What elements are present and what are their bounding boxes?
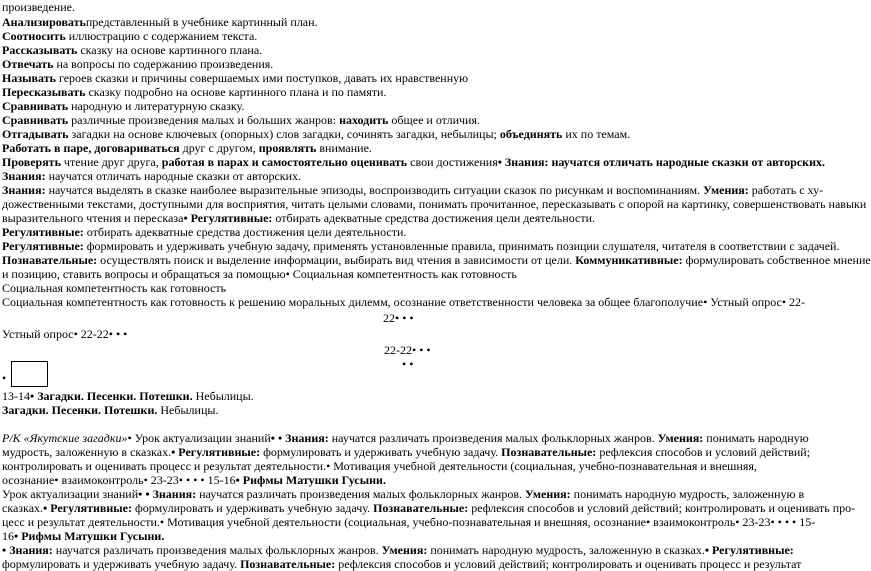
text-line	[2, 389, 254, 403]
text-line	[2, 431, 809, 445]
text-line	[2, 473, 386, 487]
text-segment: осуществлять поиск и выделение информации, выбирать вид чтения в зависимости от цели.	[100, 253, 576, 267]
text-segment: • Регулятивные:	[183, 211, 276, 225]
text-segment: дожественными текстами, доступными для восприятия, читать целыми словами, понимать прочитанное, пересказывать с опорой на картинку, совершенствовать навыки	[2, 197, 867, 211]
text-line	[2, 197, 866, 211]
text-segment: произведение.	[2, 0, 75, 14]
text-segment: • • • •	[770, 515, 800, 529]
text-segment: • взаимоконтроль	[54, 473, 144, 487]
text-line	[2, 459, 757, 473]
text-segment: • Регулятивные:	[171, 445, 264, 459]
text-segment: проявлять	[258, 141, 320, 155]
text-segment: формулировать и удерживать учебную задачу.	[2, 557, 241, 571]
text-line	[2, 127, 630, 141]
text-segment: объединять	[499, 127, 566, 141]
text-line	[2, 515, 815, 529]
text-segment: 15-16	[207, 473, 236, 487]
text-segment: рефлексия способов и условий действий; контролировать и оценивать про-	[471, 501, 856, 515]
text-segment: иллюстрацию с содержанием текста.	[68, 29, 258, 43]
text-line	[2, 543, 794, 557]
text-segment: • •	[402, 357, 414, 371]
text-segment: Называть	[2, 71, 59, 85]
text-segment: 22-22	[384, 343, 412, 357]
text-segment: героев сказки и причины совершаемых ими поступков, давать их нравственную	[58, 71, 469, 85]
text-segment: внимание.	[319, 141, 372, 155]
text-segment: работая в парах и самостоятельно оценивать	[161, 155, 411, 169]
text-segment: • • •	[108, 327, 128, 341]
text-segment: • • • •	[178, 473, 208, 487]
text-segment: • 23-23	[143, 473, 179, 487]
text-segment: Познавательные:	[501, 445, 600, 459]
text-segment: Умения:	[525, 487, 574, 501]
text-segment: • 23-23	[735, 515, 771, 529]
text-segment: Социальная компетентность как готовность к решению моральных дилемм, осознание ответственности человека за общее благополучие	[2, 295, 704, 309]
text-line	[2, 239, 839, 253]
text-line	[2, 183, 823, 197]
text-segment: Коммуникативные:	[575, 253, 686, 267]
text-line	[2, 0, 75, 14]
text-segment: понимать народную мудрость, заложенную в	[573, 487, 805, 501]
text-segment: и позицию, ставить вопросы и обращаться за помощью	[2, 267, 286, 281]
text-segment: • Рифмы Матушки Гусыни.	[235, 473, 386, 487]
text-segment: сказках.	[2, 501, 44, 515]
text-segment: чтение друг друга,	[63, 155, 162, 169]
text-segment: представленный в учебнике картинный план.	[85, 15, 318, 29]
text-segment: • • •	[395, 311, 414, 325]
text-segment: научатся различать произведения малых фольклорных жанров.	[199, 487, 525, 501]
text-segment: Сравнивать	[2, 113, 72, 127]
text-line	[2, 43, 262, 57]
text-line	[2, 85, 386, 99]
text-segment: формулировать и удерживать учебную задачу.	[263, 445, 502, 459]
empty-table-cell	[11, 361, 48, 387]
text-segment: Умения:	[381, 543, 431, 557]
text-segment: Познавательные:	[240, 557, 339, 571]
text-segment: •	[2, 371, 7, 385]
text-segment: • Знания:	[2, 543, 56, 557]
text-segment: Урок актуализации знаний	[2, 487, 139, 501]
text-segment: Анализировать	[2, 15, 86, 29]
text-segment: 13-14	[2, 389, 30, 403]
text-line	[2, 225, 406, 239]
text-segment: отбирать адекватные средства достижения цели деятельности.	[86, 225, 407, 239]
text-segment: цесс и результат деятельности.	[2, 515, 160, 529]
text-segment: Работать в паре, договариваться	[2, 141, 183, 155]
text-segment: • Урок актуализации знаний	[127, 431, 271, 445]
text-segment: 16	[2, 529, 14, 543]
text-segment: Отгадывать	[2, 127, 72, 141]
text-segment: научатся различать произведения малых фольклорных жанров.	[331, 431, 658, 445]
text-segment: • • Знания:	[270, 431, 332, 445]
text-segment: Устный опрос	[2, 327, 74, 341]
text-segment: • взаимоконтроль	[645, 515, 736, 529]
text-segment: Регулятивные:	[2, 225, 87, 239]
text-segment: • Знания:	[497, 155, 552, 169]
text-line	[2, 99, 244, 113]
text-segment: • Регулятивные:	[704, 543, 794, 557]
text-segment: Умения:	[703, 183, 752, 197]
text-segment: формировать и удерживать учебную задачу, применять установленные правила, принимать позиции слушателя, читателя в соответствии с задачей.	[86, 239, 840, 253]
text-line	[2, 557, 801, 571]
text-line	[2, 169, 301, 183]
text-line	[2, 211, 595, 225]
text-segment: • 22-	[781, 295, 806, 309]
text-segment: находить	[339, 113, 392, 127]
text-segment: на вопросы по содержанию произведения.	[56, 57, 274, 71]
text-segment: научатся отличать народные сказки от авторских.	[48, 169, 302, 183]
text-segment: общее и отличия.	[391, 113, 480, 127]
text-segment: 15-	[799, 515, 816, 529]
text-line	[402, 357, 413, 371]
text-line	[2, 281, 226, 295]
text-line	[2, 141, 372, 155]
text-line	[2, 29, 257, 43]
text-segment: их по темам.	[565, 127, 631, 141]
text-segment: научатся выделять в сказке наиболее выразительные эпизоды, воспроизводить ситуации сказок по рисункам и воспоминаниям.	[48, 183, 704, 197]
text-segment: Знания:	[2, 169, 49, 183]
text-segment: Социальная компетентность как готовность	[2, 281, 227, 295]
text-line	[2, 267, 517, 281]
text-segment: • • •	[412, 343, 431, 357]
text-segment: Умения:	[657, 431, 707, 445]
text-segment: • Регулятивные:	[43, 501, 135, 515]
text-segment: народную и литературную сказку.	[71, 99, 245, 113]
text-line	[2, 71, 468, 85]
text-segment: Небылицы.	[195, 389, 254, 403]
text-segment: загадки на основе ключевых (опорных) слов загадки, сочинять загадки, небылицы;	[71, 127, 500, 141]
text-segment: Познавательные:	[2, 253, 101, 267]
text-segment: выразительного чтения и пересказа	[2, 211, 184, 225]
text-segment: работать с ху-	[751, 183, 824, 197]
text-segment: научатся различать произведения малых фольклорных жанров.	[55, 543, 382, 557]
text-segment: Пересказывать	[2, 85, 89, 99]
text-segment: формулировать собственное мнение	[685, 253, 871, 267]
text-line	[2, 529, 164, 543]
text-line	[2, 501, 855, 515]
text-line	[2, 487, 804, 501]
text-segment: Знания:	[2, 183, 49, 197]
text-segment: отбирать адекватные средства достижения цели деятельности.	[275, 211, 595, 225]
text-line	[2, 253, 871, 267]
text-line	[384, 343, 431, 357]
text-line	[383, 311, 414, 325]
text-segment: Регулятивные:	[2, 239, 87, 253]
text-line	[2, 15, 318, 29]
text-segment: контролировать и оценивать процесс и результат деятельности.	[2, 459, 327, 473]
text-segment: • Мотивация учебной деятельности (социальная, учебно-познавательная и внешняя, осознание	[159, 515, 646, 529]
text-segment: • 22-22	[73, 327, 109, 341]
text-line	[2, 113, 480, 127]
text-segment: Проверять	[2, 155, 64, 169]
text-line	[2, 155, 825, 169]
text-segment: друг с другом,	[182, 141, 259, 155]
text-segment: Отвечать	[2, 57, 57, 71]
text-segment: свои достижения	[410, 155, 498, 169]
text-segment: Загадки. Песенки. Потешки.	[2, 403, 161, 417]
text-segment: понимать народную	[706, 431, 809, 445]
text-segment: • • Знания:	[138, 487, 200, 501]
text-segment: Небылицы.	[160, 403, 219, 417]
text-segment: мудрость, заложенную в сказках.	[2, 445, 172, 459]
text-segment: понимать народную мудрость, заложенную в сказках.	[430, 543, 705, 557]
text-segment: Познавательные:	[373, 501, 472, 515]
text-segment: сказку подробно на основе картинного плана и по памяти.	[88, 85, 387, 99]
text-segment: Р/К «Якутские загадки»	[2, 431, 128, 445]
text-segment: 22	[383, 311, 395, 325]
text-segment: рефлексия способов и условий действий; контролировать и оценивать процесс и результат	[338, 557, 802, 571]
text-segment: научатся отличать народные сказки от авторских.	[551, 155, 825, 169]
text-segment: различные произведения малых и больших жанров:	[71, 113, 340, 127]
text-segment: формулировать и удерживать учебную задачу.	[134, 501, 374, 515]
text-line	[2, 295, 805, 309]
text-segment: • Мотивация учебной деятельности (социальная, учебно-познавательная и внешняя,	[326, 459, 757, 473]
text-line	[2, 403, 218, 417]
text-line	[2, 327, 127, 341]
text-segment: Сравнивать	[2, 99, 72, 113]
text-segment: сказку на основе картинного плана.	[80, 43, 263, 57]
text-segment: • Устный опрос	[703, 295, 782, 309]
text-segment: рефлексия способов и условий действий;	[599, 445, 811, 459]
text-segment: осознание	[2, 473, 55, 487]
text-segment: • Загадки. Песенки. Потешки.	[30, 389, 196, 403]
text-segment: Рассказывать	[2, 43, 81, 57]
text-line	[2, 371, 6, 385]
text-segment: • Рифмы Матушки Гусыни.	[14, 529, 165, 543]
text-segment: Соотносить	[2, 29, 69, 43]
text-line	[2, 57, 273, 71]
text-segment: • Социальная компетентность как готовность	[285, 267, 517, 281]
text-line	[2, 445, 810, 459]
